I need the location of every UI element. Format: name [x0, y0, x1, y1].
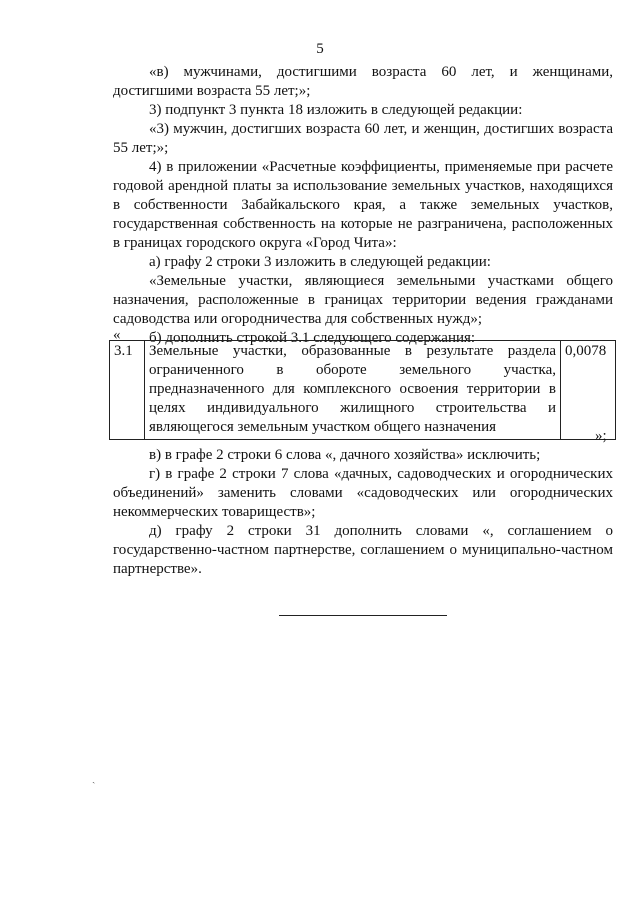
paragraph: «Земельные участки, являющиеся земельными участками общего назначения, расположенные в границах территории ведения гражданами садоводства или огородничества для собственных нужд»; — [113, 273, 613, 327]
paragraph: 3) подпункт 3 пункта 18 изложить в следующей редакции: — [149, 102, 523, 118]
inserted-row-table — [109, 340, 616, 440]
paragraph: «3) мужчин, достигших возраста 60 лет, и женщин, достигших возраста 55 лет;»; — [113, 121, 613, 156]
opening-quote: « — [113, 327, 121, 343]
row-number-cell: 3.1 — [110, 341, 145, 440]
end-separator-line — [279, 615, 447, 616]
paragraph: г) в графе 2 строки 7 слова «дачных, садоводческих и огороднических объединений» заменить словами «садоводческих или огороднических некоммерческих товариществ»; — [113, 466, 613, 520]
page-number: 5 — [316, 41, 324, 57]
paragraph: «в) мужчинами, достигшими возраста 60 лет, и женщинами, достигшими возраста 55 лет;»; — [113, 64, 613, 99]
paragraph: 4) в приложении «Расчетные коэффициенты, применяемые при расчете годовой арендной платы за использование земельных участков, находящихся в собственности Забайкальского края, а также земельных участков, государственная собственность на которые не разграничена, расположенных в границах городского округа «Город Чита»: — [113, 159, 613, 251]
row-description-cell: Земельные участки, образованные в результате раздела ограниченного в обороте земельного участка, предназначенного для комплексного освоения территории в целях индивидуального жилищного строительства и являющегося земельным участком общего назначения — [145, 341, 561, 440]
table-row — [110, 341, 616, 440]
paragraph: а) графу 2 строки 3 изложить в следующей редакции: — [149, 254, 491, 270]
paragraph: в) в графе 2 строки 6 слова «, дачного хозяйства» исключить; — [149, 447, 541, 463]
paragraph: б) дополнить строкой 3.1 следующего содержания: — [149, 330, 476, 346]
scan-speck: ˏ — [92, 773, 96, 784]
bottom-paragraphs — [113, 446, 613, 579]
paragraph: д) графу 2 строки 31 дополнить словами «, соглашением о государственно-частном партнерстве, соглашением о муниципально-частном партнерстве». — [113, 523, 613, 577]
row-coefficient-cell: 0,0078 — [561, 341, 616, 440]
top-paragraphs — [113, 63, 613, 348]
closing-quote: »; — [595, 428, 607, 444]
